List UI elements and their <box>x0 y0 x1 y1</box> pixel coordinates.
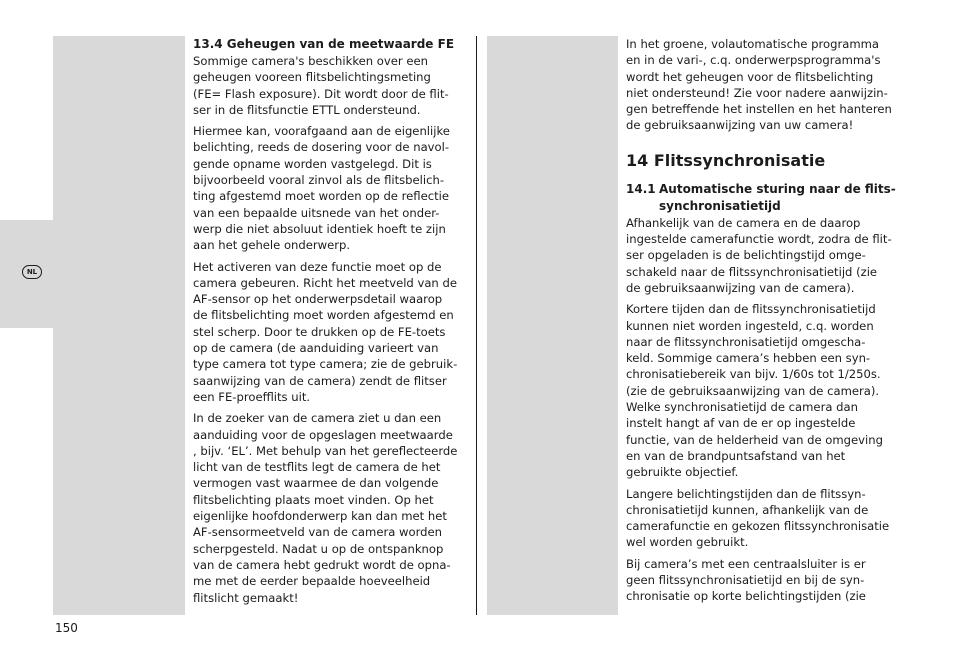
body-paragraph <box>626 301 902 480</box>
text-line: van een bepaalde uitsnede van het onder- <box>193 205 440 220</box>
text-line: gebruikte objectief. <box>626 465 739 480</box>
text-line: en in de vari-, c.q. onderwerpsprogramma's <box>626 53 881 68</box>
text-line: op de camera (de aanduiding varieert van <box>193 341 439 356</box>
text-line: wel worden gebruikt. <box>626 535 749 550</box>
section-heading-13-4: 13.4 Geheugen van de meetwaarde FE <box>193 37 455 51</box>
text-line: flitsbelichting plaats moet vinden. Op het <box>193 492 434 507</box>
text-line: type camera tot type camera; zie de gebruik- <box>193 357 458 372</box>
text-line: ser in de flitsfunctie ETTL ondersteund. <box>193 102 421 117</box>
text-line: In het groene, volautomatische programma <box>626 37 880 51</box>
section-title-line1: Automatische sturing naar de flits- <box>659 181 896 196</box>
text-line: saanwijzing van de camera) zendt de flitser <box>193 373 447 388</box>
right-margin-strip <box>487 36 618 615</box>
text-line: chronisatie op korte belichtingstijden (zie <box>626 589 866 604</box>
text-line: geen flitssynchronisatietijd en bij de syn- <box>626 573 865 588</box>
text-line: Bij camera’s met een centraalsluiter is er <box>626 556 866 571</box>
body-paragraph <box>193 410 465 606</box>
text-line: scherpgesteld. Nadat u op de ontspanknop <box>193 541 444 556</box>
left-paragraphs <box>193 53 465 606</box>
text-line: flitslicht gemaakt! <box>193 590 299 605</box>
text-line: Kortere tijden dan de flitssynchronisatietijd <box>626 302 876 317</box>
text-line: geheugen vooreen flitsbelichtingsmeting <box>193 70 431 85</box>
text-line: In de zoeker van de camera ziet u dan een <box>193 411 442 426</box>
text-line: de gebruiksaanwijzing van uw camera! <box>626 118 854 133</box>
text-line: een FE-proefflits uit. <box>193 389 311 404</box>
text-line: licht van de testflits legt de camera de het <box>193 460 441 475</box>
text-line: AF-sensormeetveld van de camera worden <box>193 525 442 540</box>
body-paragraph <box>193 53 465 118</box>
text-line: (FE= Flash exposure). Dit wordt door de flit- <box>193 86 449 101</box>
column-divider <box>476 36 477 615</box>
text-line: en van de brandpuntsafstand van het <box>626 448 846 463</box>
section-title-line2: synchronisatietijd <box>659 198 781 213</box>
page-number: 150 <box>55 621 78 635</box>
text-line: belichting, reeds de dosering voor de navol- <box>193 140 450 155</box>
text-line: ting afgestemd moet worden op de reflectie <box>193 189 449 204</box>
right-paragraphs <box>626 215 902 605</box>
text-line: gende opname worden vastgelegd. Dit is <box>193 156 432 171</box>
text-line: werp die niet absoluut identiek hoeft te zijn <box>193 221 446 236</box>
section-heading-14-1 <box>626 181 902 215</box>
text-line: functie, van de helderheid van de omgeving <box>626 432 883 447</box>
body-paragraph <box>626 215 902 296</box>
left-margin-strip <box>53 36 185 615</box>
text-line: Het activeren van deze functie moet op de <box>193 259 442 274</box>
text-line: ser opgeladen is de belichtingstijd omge- <box>626 248 866 263</box>
text-line: AF-sensor op het onderwerpsdetail waarop <box>193 292 443 307</box>
text-line: naar de flitssynchronisatietijd omgescha- <box>626 334 866 349</box>
text-line: keld. Sommige camera’s hebben een syn- <box>626 351 871 366</box>
text-line: instelt hangt af van de er op ingestelde <box>626 416 856 431</box>
text-line: , bijv. ‘EL’. Met behulp van het gereflecteerde <box>193 443 458 458</box>
body-paragraph <box>626 556 902 605</box>
text-line: wordt het geheugen voor de flitsbelichting <box>626 69 874 84</box>
text-line: Welke synchronisatietijd de camera dan <box>626 400 858 415</box>
text-line: stel scherp. Door te drukken op de FE-toets <box>193 324 446 339</box>
text-line: Hiermee kan, voorafgaand aan de eigenlijke <box>193 124 450 139</box>
text-line: ingestelde camerafunctie wordt, zodra de flit- <box>626 232 892 247</box>
section-number: 14.1 <box>626 181 656 196</box>
text-line: de flitsbelichting moet worden afgestemd en <box>193 308 454 323</box>
text-line: kunnen niet worden ingesteld, c.q. worden <box>626 318 874 333</box>
text-line: bijvoorbeeld vooral zinvol als de flitsbelich- <box>193 173 445 188</box>
text-line: eigenlijke hoofdonderwerp kan dan met het <box>193 509 447 524</box>
text-line: chronisatietijd kunnen, afhankelijk van de <box>626 502 869 517</box>
right-column <box>626 36 902 610</box>
text-line: Langere belichtingstijden dan de flitssyn- <box>626 486 866 501</box>
text-line: niet ondersteund! Zie voor nadere aanwijzin- <box>626 85 888 100</box>
text-line: me met de eerder bepaalde hoeveelheid <box>193 574 431 589</box>
body-paragraph <box>626 486 902 551</box>
text-line: schakeld naar de flitssynchronisatietijd (zie <box>626 264 878 279</box>
body-paragraph <box>193 259 465 406</box>
left-column <box>193 36 465 611</box>
text-line: Sommige camera's beschikken over een <box>193 54 428 68</box>
text-line: camera gebeuren. Richt het meetveld van de <box>193 275 457 290</box>
body-paragraph <box>193 123 465 253</box>
language-badge: NL <box>22 265 42 279</box>
text-line: Afhankelijk van de camera en de daarop <box>626 215 861 230</box>
text-line: de gebruiksaanwijzing van de camera). <box>626 280 855 295</box>
text-line: aanduiding voor de opgeslagen meetwaarde <box>193 427 453 442</box>
text-line: aan het gehele onderwerp. <box>193 238 351 253</box>
text-line: gen betreffende het instellen en het hanteren <box>626 102 892 117</box>
chapter-heading: 14 Flitssynchronisatie <box>626 150 826 170</box>
text-line: vermogen vast waarmee de dan volgende <box>193 476 439 491</box>
text-line: chronisatiebereik van bijv. 1/60s tot 1/250s. <box>626 367 881 382</box>
text-line: (zie de gebruiksaanwijzing van de camera). <box>626 383 880 398</box>
intro-paragraph <box>626 36 902 134</box>
text-line: camerafunctie en gekozen flitssynchronisatie <box>626 519 890 534</box>
text-line: van de camera hebt gedrukt wordt de opna- <box>193 557 451 572</box>
